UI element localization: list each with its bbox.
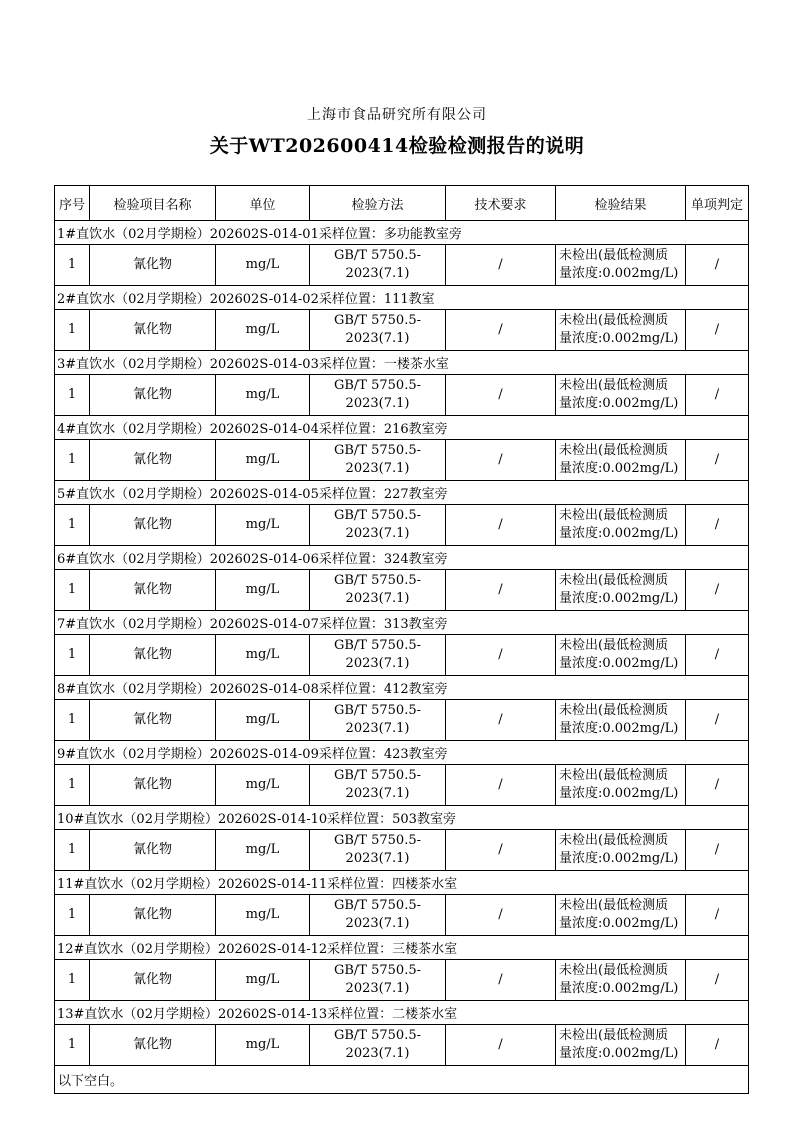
- method-line-2: 2023(7.1): [345, 331, 410, 346]
- table-body: [55, 221, 749, 1094]
- result-line-2: 量浓度:0.002mg/L): [559, 331, 679, 346]
- requirement-cell: /: [446, 895, 556, 936]
- requirement-cell: /: [446, 700, 556, 741]
- unit-cell: mg/L: [216, 895, 310, 936]
- col-header-judgment: 单项判定: [686, 186, 749, 221]
- result-cell: [556, 310, 686, 351]
- result-cell: [556, 765, 686, 806]
- judgment-cell: /: [686, 245, 749, 286]
- table-row: [55, 765, 749, 806]
- unit-cell: mg/L: [216, 505, 310, 546]
- company-name: 上海市食品研究所有限公司: [307, 107, 487, 123]
- requirement-cell: /: [446, 245, 556, 286]
- test-item-cell: 氰化物: [90, 440, 216, 481]
- method-line-2: 2023(7.1): [345, 916, 410, 931]
- row-number-cell: 1: [55, 700, 90, 741]
- result-line-1: 未检出(最低检测质: [559, 768, 669, 783]
- result-line-2: 量浓度:0.002mg/L): [559, 1046, 679, 1061]
- test-item-cell: 氰化物: [90, 570, 216, 611]
- row-number-cell: 1: [55, 1025, 90, 1066]
- result-line-2: 量浓度:0.002mg/L): [559, 266, 679, 281]
- result-line-2: 量浓度:0.002mg/L): [559, 591, 679, 606]
- method-line-1: GB/T 5750.5-: [333, 378, 421, 393]
- method-line-2: 2023(7.1): [345, 786, 410, 801]
- table-row: [55, 895, 749, 936]
- col-header-item: 检验项目名称: [90, 186, 216, 221]
- row-number-cell: 1: [55, 960, 90, 1001]
- judgment-cell: /: [686, 440, 749, 481]
- sample-group-label: 3#直饮水（02月学期检）202602S-014-03采样位置：一楼茶水室: [55, 351, 749, 375]
- test-item-cell: 氰化物: [90, 375, 216, 416]
- unit-cell: mg/L: [216, 375, 310, 416]
- unit-cell: mg/L: [216, 765, 310, 806]
- method-cell: [310, 570, 446, 611]
- result-line-1: 未检出(最低检测质: [559, 638, 669, 653]
- method-line-2: 2023(7.1): [345, 461, 410, 476]
- report-title: 关于WT202600414检验检测报告的说明: [209, 135, 585, 157]
- unit-cell: mg/L: [216, 245, 310, 286]
- judgment-cell: /: [686, 765, 749, 806]
- result-line-2: 量浓度:0.002mg/L): [559, 851, 679, 866]
- group-row: [55, 1001, 749, 1025]
- table-row: [55, 375, 749, 416]
- col-header-unit: 单位: [216, 186, 310, 221]
- judgment-cell: /: [686, 1025, 749, 1066]
- method-line-1: GB/T 5750.5-: [333, 768, 421, 783]
- table-row: [55, 1025, 749, 1066]
- judgment-cell: /: [686, 700, 749, 741]
- test-item-cell: 氰化物: [90, 700, 216, 741]
- table-row: [55, 245, 749, 286]
- col-header-no: 序号: [55, 186, 90, 221]
- method-line-2: 2023(7.1): [345, 721, 410, 736]
- method-line-2: 2023(7.1): [345, 591, 410, 606]
- result-line-2: 量浓度:0.002mg/L): [559, 396, 679, 411]
- method-line-1: GB/T 5750.5-: [333, 248, 421, 263]
- method-line-1: GB/T 5750.5-: [333, 1028, 421, 1043]
- result-line-1: 未检出(最低检测质: [559, 378, 669, 393]
- sample-group-label: 10#直饮水（02月学期检）202602S-014-10采样位置：503教室旁: [55, 806, 749, 830]
- result-line-1: 未检出(最低检测质: [559, 898, 669, 913]
- requirement-cell: /: [446, 505, 556, 546]
- footer-row: [55, 1066, 749, 1094]
- row-number-cell: 1: [55, 245, 90, 286]
- test-item-cell: 氰化物: [90, 895, 216, 936]
- group-row: [55, 221, 749, 245]
- result-line-2: 量浓度:0.002mg/L): [559, 916, 679, 931]
- requirement-cell: /: [446, 1025, 556, 1066]
- table-row: [55, 310, 749, 351]
- group-row: [55, 546, 749, 570]
- method-cell: [310, 375, 446, 416]
- test-item-cell: 氰化物: [90, 960, 216, 1001]
- table-row: [55, 960, 749, 1001]
- result-line-1: 未检出(最低检测质: [559, 443, 669, 458]
- judgment-cell: /: [686, 505, 749, 546]
- row-number-cell: 1: [55, 310, 90, 351]
- unit-cell: mg/L: [216, 570, 310, 611]
- sample-group-label: 1#直饮水（02月学期检）202602S-014-01采样位置：多功能教室旁: [55, 221, 749, 245]
- method-line-1: GB/T 5750.5-: [333, 313, 421, 328]
- group-row: [55, 611, 749, 635]
- judgment-cell: /: [686, 570, 749, 611]
- sample-group-label: 11#直饮水（02月学期检）202602S-014-11采样位置：四楼茶水室: [55, 871, 749, 895]
- footer-note: 以下空白。: [55, 1066, 749, 1094]
- method-cell: [310, 245, 446, 286]
- result-line-1: 未检出(最低检测质: [559, 248, 669, 263]
- row-number-cell: 1: [55, 570, 90, 611]
- requirement-cell: /: [446, 440, 556, 481]
- unit-cell: mg/L: [216, 440, 310, 481]
- group-row: [55, 936, 749, 960]
- result-cell: [556, 960, 686, 1001]
- judgment-cell: /: [686, 635, 749, 676]
- sample-group-label: 8#直饮水（02月学期检）202602S-014-08采样位置：412教室旁: [55, 676, 749, 700]
- requirement-cell: /: [446, 635, 556, 676]
- unit-cell: mg/L: [216, 960, 310, 1001]
- requirement-cell: /: [446, 765, 556, 806]
- judgment-cell: /: [686, 310, 749, 351]
- method-cell: [310, 765, 446, 806]
- result-cell: [556, 245, 686, 286]
- sample-group-label: 4#直饮水（02月学期检）202602S-014-04采样位置：216教室旁: [55, 416, 749, 440]
- test-item-cell: 氰化物: [90, 830, 216, 871]
- method-cell: [310, 635, 446, 676]
- judgment-cell: /: [686, 375, 749, 416]
- row-number-cell: 1: [55, 375, 90, 416]
- result-line-1: 未检出(最低检测质: [559, 508, 669, 523]
- row-number-cell: 1: [55, 635, 90, 676]
- result-cell: [556, 570, 686, 611]
- test-results-table: [54, 185, 749, 1094]
- method-line-2: 2023(7.1): [345, 981, 410, 996]
- result-cell: [556, 830, 686, 871]
- result-line-2: 量浓度:0.002mg/L): [559, 461, 679, 476]
- result-cell: [556, 375, 686, 416]
- judgment-cell: /: [686, 895, 749, 936]
- test-item-cell: 氰化物: [90, 635, 216, 676]
- test-item-cell: 氰化物: [90, 765, 216, 806]
- result-cell: [556, 700, 686, 741]
- method-cell: [310, 310, 446, 351]
- col-header-method: 检验方法: [310, 186, 446, 221]
- sample-group-label: 9#直饮水（02月学期检）202602S-014-09采样位置：423教室旁: [55, 741, 749, 765]
- group-row: [55, 351, 749, 375]
- row-number-cell: 1: [55, 895, 90, 936]
- row-number-cell: 1: [55, 830, 90, 871]
- result-line-1: 未检出(最低检测质: [559, 833, 669, 848]
- sample-group-label: 6#直饮水（02月学期检）202602S-014-06采样位置：324教室旁: [55, 546, 749, 570]
- sample-group-label: 12#直饮水（02月学期检）202602S-014-12采样位置：三楼茶水室: [55, 936, 749, 960]
- unit-cell: mg/L: [216, 310, 310, 351]
- group-row: [55, 481, 749, 505]
- unit-cell: mg/L: [216, 1025, 310, 1066]
- test-item-cell: 氰化物: [90, 505, 216, 546]
- method-line-2: 2023(7.1): [345, 526, 410, 541]
- row-number-cell: 1: [55, 765, 90, 806]
- group-row: [55, 871, 749, 895]
- test-item-cell: 氰化物: [90, 1025, 216, 1066]
- method-line-2: 2023(7.1): [345, 396, 410, 411]
- method-line-2: 2023(7.1): [345, 851, 410, 866]
- judgment-cell: /: [686, 960, 749, 1001]
- sample-group-label: 7#直饮水（02月学期检）202602S-014-07采样位置：313教室旁: [55, 611, 749, 635]
- requirement-cell: /: [446, 310, 556, 351]
- result-line-2: 量浓度:0.002mg/L): [559, 981, 679, 996]
- result-cell: [556, 895, 686, 936]
- group-row: [55, 741, 749, 765]
- method-cell: [310, 700, 446, 741]
- method-cell: [310, 505, 446, 546]
- row-number-cell: 1: [55, 440, 90, 481]
- table-row: [55, 570, 749, 611]
- method-line-1: GB/T 5750.5-: [333, 443, 421, 458]
- sample-group-label: 2#直饮水（02月学期检）202602S-014-02采样位置：111教室: [55, 286, 749, 310]
- result-cell: [556, 440, 686, 481]
- result-line-2: 量浓度:0.002mg/L): [559, 786, 679, 801]
- result-line-1: 未检出(最低检测质: [559, 703, 669, 718]
- table-row: [55, 440, 749, 481]
- col-header-requirement: 技术要求: [446, 186, 556, 221]
- table-row: [55, 505, 749, 546]
- table-header-row: [55, 186, 749, 221]
- result-line-2: 量浓度:0.002mg/L): [559, 721, 679, 736]
- method-line-1: GB/T 5750.5-: [333, 898, 421, 913]
- test-item-cell: 氰化物: [90, 245, 216, 286]
- group-row: [55, 676, 749, 700]
- sample-group-label: 5#直饮水（02月学期检）202602S-014-05采样位置：227教室旁: [55, 481, 749, 505]
- method-cell: [310, 830, 446, 871]
- method-cell: [310, 895, 446, 936]
- method-line-1: GB/T 5750.5-: [333, 638, 421, 653]
- sample-group-label: 13#直饮水（02月学期检）202602S-014-13采样位置：二楼茶水室: [55, 1001, 749, 1025]
- method-line-2: 2023(7.1): [345, 266, 410, 281]
- method-cell: [310, 960, 446, 1001]
- method-line-1: GB/T 5750.5-: [333, 508, 421, 523]
- result-cell: [556, 505, 686, 546]
- result-line-1: 未检出(最低检测质: [559, 963, 669, 978]
- method-cell: [310, 1025, 446, 1066]
- table-row: [55, 700, 749, 741]
- result-line-1: 未检出(最低检测质: [559, 313, 669, 328]
- unit-cell: mg/L: [216, 700, 310, 741]
- method-line-1: GB/T 5750.5-: [333, 833, 421, 848]
- test-item-cell: 氰化物: [90, 310, 216, 351]
- method-line-2: 2023(7.1): [345, 656, 410, 671]
- requirement-cell: /: [446, 830, 556, 871]
- group-row: [55, 806, 749, 830]
- unit-cell: mg/L: [216, 830, 310, 871]
- result-cell: [556, 1025, 686, 1066]
- unit-cell: mg/L: [216, 635, 310, 676]
- row-number-cell: 1: [55, 505, 90, 546]
- method-line-1: GB/T 5750.5-: [333, 963, 421, 978]
- requirement-cell: /: [446, 570, 556, 611]
- judgment-cell: /: [686, 830, 749, 871]
- result-line-2: 量浓度:0.002mg/L): [559, 656, 679, 671]
- requirement-cell: /: [446, 960, 556, 1001]
- method-cell: [310, 440, 446, 481]
- group-row: [55, 286, 749, 310]
- method-line-1: GB/T 5750.5-: [333, 573, 421, 588]
- result-line-1: 未检出(最低检测质: [559, 1028, 669, 1043]
- method-line-2: 2023(7.1): [345, 1046, 410, 1061]
- result-cell: [556, 635, 686, 676]
- group-row: [55, 416, 749, 440]
- result-line-2: 量浓度:0.002mg/L): [559, 526, 679, 541]
- col-header-result: 检验结果: [556, 186, 686, 221]
- method-line-1: GB/T 5750.5-: [333, 703, 421, 718]
- requirement-cell: /: [446, 375, 556, 416]
- table-row: [55, 830, 749, 871]
- result-line-1: 未检出(最低检测质: [559, 573, 669, 588]
- table-row: [55, 635, 749, 676]
